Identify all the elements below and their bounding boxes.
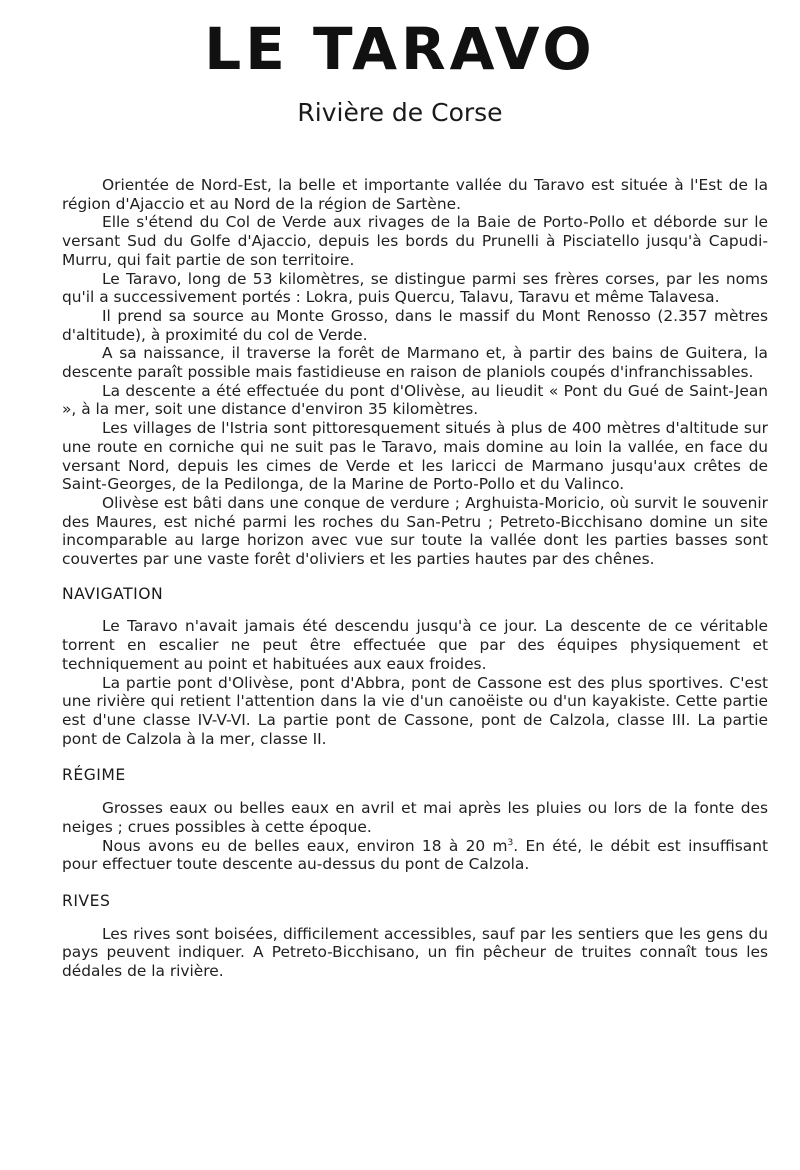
paragraph-flow: [62, 837, 768, 874]
paragraph: Grosses eaux ou belles eaux en avril et mai après les pluies ou lors de la fonte des neiges ; crues possibles à cette époque.: [62, 799, 768, 836]
paragraph: Orientée de Nord-Est, la belle et importante vallée du Taravo est située à l'Est de la région d'Ajaccio et au Nord de la région de Sartène.: [62, 176, 768, 213]
section-heading-regime: RÉGIME: [62, 766, 126, 785]
document-subtitle: Rivière de Corse: [297, 98, 503, 127]
paragraph: Les villages de l'Istria sont pittoresquement situés à plus de 400 mètres d'altitude sur une route en corniche qui ne suit pas le Taravo, mais domine au loin la vallée, en face du versant Nord, depuis les cimes de Verde et les laricci de Marmano jusqu'aux crêtes de Saint-Georges, de la Pedilonga, de la Marine de Porto-Pollo et du Valinco.: [62, 419, 768, 494]
paragraph: Le Taravo n'avait jamais été descendu jusqu'à ce jour. La descente de ce véritable torrent en escalier ne peut être effectuée que par des équipes physiquement et techniquement au point et habituées aux eaux froides.: [62, 617, 768, 673]
document-title: LE TARAVO: [204, 15, 596, 83]
paragraph: Olivèse est bâti dans une conque de verdure ; Arghuista-Moricio, où survit le souvenir des Maures, est niché parmi les roches du San-Petru ; Petreto-Bicchisano domine un site incomparable au large horizon avec vue sur toute la vallée dont les parties basses sont couvertes par une vaste forêt d'oliviers et les parties hautes par des chênes.: [62, 493, 768, 569]
paragraph: Les rives sont boisées, difficilement accessibles, sauf par les sentiers que les gens du pays peuvent indiquer. A Petreto-Bicchisano, un fin pêcheur de truites connaît tous les dédales de la rivière.: [62, 924, 768, 981]
paragraph: La descente a été effectuée du pont d'Olivèse, au lieudit « Pont du Gué de Saint-Jean », à la mer, soit une distance d'environ 35 kilomètres.: [62, 381, 768, 419]
paragraph: Le Taravo, long de 53 kilomètres, se distingue parmi ses frères corses, par les noms qu'il a successivement portés : Lokra, puis Quercu, Talavu, Taravu et même Talavesa.: [62, 269, 768, 307]
section-heading-navigation: NAVIGATION: [62, 584, 164, 603]
text-run: . En été, le débit est insuffisant pour effectuer toute descente au-dessus du pont de Calzola.: [62, 836, 768, 874]
superscript: 3: [507, 837, 514, 848]
paragraph: Il prend sa source au Monte Grosso, dans le massif du Mont Renosso (2.357 mètres d'altitude), à proximité du col de Verde.: [62, 306, 768, 344]
paragraph: La partie pont d'Olivèse, pont d'Abbra, pont de Cassone est des plus sportives. C'est une rivière qui retient l'attention dans la vie d'un canoëiste ou d'un kayakiste. Cette partie est d'une classe IV-V-VI. La partie pont de Cassone, pont de Calzola, classe III. La partie pont de Calzola à la mer, classe II.: [62, 673, 768, 748]
text-run: Nous avons eu de belles eaux, environ 18 à 20 m: [102, 836, 508, 855]
paragraph: A sa naissance, il traverse la forêt de Marmano et, à partir des bains de Guitera, la descente paraît possible mais fastidieuse en raison de planiols coupés d'infranchissables.: [62, 344, 768, 382]
paragraph: Elle s'étend du Col de Verde aux rivages de la Baie de Porto-Pollo et déborde sur le versant Sud du Golfe d'Ajaccio, depuis les bords du Prunelli à Pisciatello jusqu'à Capudi-Murru, qui fait partie de son territoire.: [62, 213, 768, 269]
document-body: [62, 176, 768, 981]
section-heading-rives: RIVES: [62, 891, 111, 910]
